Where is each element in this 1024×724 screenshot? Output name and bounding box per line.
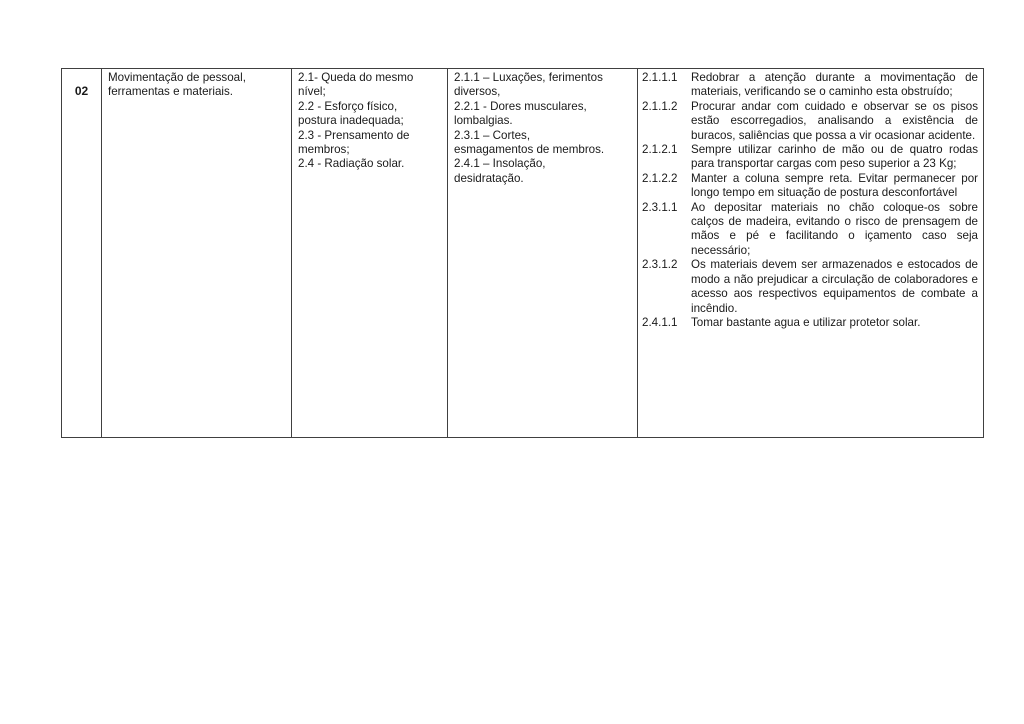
consequence-line: diversos, <box>454 85 501 99</box>
row-number: 02 <box>74 84 89 98</box>
measure-item <box>642 172 978 201</box>
measure-text: Procurar andar com cuidado e observar se os pisos estão escorregadios, analisando a existência de buracos, saliências que possa a vir ocasionar acidente. <box>691 99 978 142</box>
hazards-cell <box>292 69 448 438</box>
table-row <box>62 69 984 438</box>
consequences-cell <box>448 69 638 438</box>
activity-line: ferramentas e materiais. <box>108 85 234 99</box>
risk-table <box>61 68 984 438</box>
measure-text: Ao depositar materiais no chão coloque-os sobre calços de madeira, evitando o risco de prensagem de mãos e pé e facilitando o içamento caso seja necessário; <box>691 200 978 257</box>
measure-code: 2.4.1.1 <box>642 315 678 329</box>
consequence-line: 2.2.1 - Dores musculares, <box>454 99 587 113</box>
hazard-line: nível; <box>298 85 326 99</box>
hazard-line: 2.3 - Prensamento de <box>298 128 410 142</box>
consequence-line: lombalgias. <box>454 114 513 128</box>
measure-text: Os materiais devem ser armazenados e estocados de modo a não prejudicar a circulação de colaboradores e acesso aos respectivos equipamentos de combate a incêndio. <box>691 258 978 315</box>
measure-code: 2.1.1.2 <box>642 99 678 113</box>
measure-code: 2.3.1.1 <box>642 200 678 214</box>
consequence-line: 2.4.1 – Insolação, <box>454 157 546 171</box>
hazard-line: 2.4 - Radiação solar. <box>298 157 405 171</box>
measure-item <box>642 201 978 259</box>
measure-item <box>642 143 978 172</box>
row-number-cell <box>62 69 102 438</box>
measure-code: 2.1.1.1 <box>642 71 678 84</box>
measure-text: Tomar bastante agua e utilizar protetor solar. <box>691 315 921 329</box>
activity-line: Movimentação de pessoal, <box>108 71 246 84</box>
measure-item <box>642 71 978 100</box>
hazard-line: 2.1- Queda do mesmo <box>298 71 414 84</box>
measure-text: Manter a coluna sempre reta. Evitar permanecer por longo tempo em situação de postura desconfortável <box>691 171 978 200</box>
hazard-line: membros; <box>298 143 350 157</box>
measure-item <box>642 316 978 330</box>
measure-item <box>642 100 978 143</box>
measure-text: Sempre utilizar carinho de mão ou de quatro rodas para transportar cargas com peso superior a 23 Kg; <box>691 143 978 171</box>
consequence-line: esmagamentos de membros. <box>454 143 605 157</box>
measure-code: 2.1.2.1 <box>642 143 678 157</box>
consequence-line: 2.1.1 – Luxações, ferimentos <box>454 71 603 84</box>
hazard-line: 2.2 - Esforço físico, <box>298 99 398 113</box>
hazard-line: postura inadequada; <box>298 114 404 128</box>
consequence-line: 2.3.1 – Cortes, <box>454 128 531 142</box>
measure-code: 2.1.2.2 <box>642 171 678 185</box>
consequence-line: desidratação. <box>454 171 524 185</box>
activity-cell <box>102 69 292 438</box>
measure-code: 2.3.1.2 <box>642 258 678 272</box>
measures-cell <box>638 69 984 438</box>
measure-text: Redobrar a atenção durante a movimentação de materiais, verificando se o caminho esta obstruído; <box>691 71 978 99</box>
measure-item <box>642 258 978 316</box>
